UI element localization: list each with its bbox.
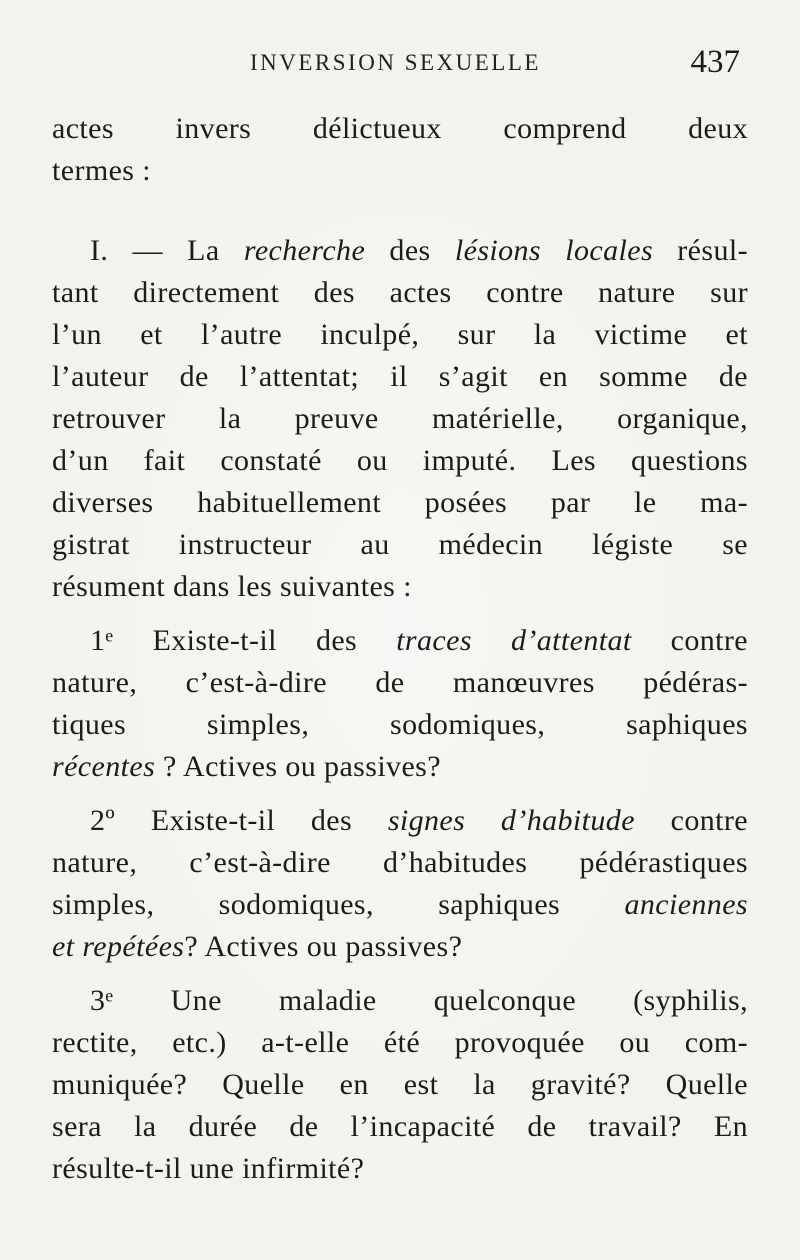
italic-run: anciennes xyxy=(624,888,748,921)
text-line xyxy=(52,620,748,662)
body-text xyxy=(52,108,748,1190)
text-line: retrouver la preuve matérielle, organique, xyxy=(52,402,748,435)
text-line xyxy=(52,884,748,926)
italic-run: récentes xyxy=(52,750,156,783)
text-line: tiques simples, sodomiques, saphiques xyxy=(52,708,748,741)
text-line: résulte-t-il une infirmité? xyxy=(52,1152,365,1185)
text-line xyxy=(52,926,748,968)
text-line: termes : xyxy=(52,154,152,187)
text-run: I. — La xyxy=(90,234,244,267)
italic-run: recherche xyxy=(243,234,366,267)
italic-run: et repétées xyxy=(52,930,185,963)
text-line: nature, c’est-à-dire de manœuvres pédéras- xyxy=(52,666,748,699)
text-run: simples, sodomiques, saphiques xyxy=(52,888,625,921)
text-line: l’auteur de l’attentat; il s’agit en somme de xyxy=(52,360,748,393)
text-run: contre xyxy=(634,804,748,837)
text-line: gistrat instructeur au médecin légiste se xyxy=(52,528,748,561)
italic-run: signes d’habitude xyxy=(387,804,635,837)
paragraph-question-two xyxy=(52,800,748,968)
text-line: rectite, etc.) a-t-elle été provoquée ou com- xyxy=(52,1026,748,1059)
paragraph-intro xyxy=(52,108,748,192)
text-line: d’un fait constaté ou imputé. Les questions xyxy=(52,444,748,477)
paragraph-question-one xyxy=(52,620,748,788)
text-line: résument dans les suivantes : xyxy=(52,570,412,603)
italic-run: traces d’attentat xyxy=(396,624,632,657)
text-line: diverses habituellement posées par le ma- xyxy=(52,486,748,519)
text-line xyxy=(52,800,748,842)
paragraph-question-three xyxy=(52,980,748,1190)
text-line: 3ᵉ Une maladie quelconque (syphilis, xyxy=(90,984,748,1017)
paragraph-section-one xyxy=(52,230,748,608)
text-line: muniquée? Quelle en est la gravité? Quelle xyxy=(52,1068,748,1101)
text-run: résul- xyxy=(653,234,748,267)
text-run: ? Actives ou passives? xyxy=(155,750,441,783)
text-line: tant directement des actes contre nature sur xyxy=(52,276,748,309)
text-run: 2º Existe-t-il des xyxy=(90,804,388,837)
running-head: INVERSION SEXUELLE xyxy=(250,50,541,75)
text-line xyxy=(52,230,748,272)
text-line: actes invers délictueux comprend deux xyxy=(52,112,748,145)
italic-run: lésions locales xyxy=(454,234,654,267)
text-line xyxy=(52,746,748,788)
text-line: l’un et l’autre inculpé, sur la victime et xyxy=(52,318,748,351)
text-run: 1ᵉ Existe-t-il des xyxy=(90,624,397,657)
page-number: 437 xyxy=(690,44,740,80)
text-run: contre xyxy=(631,624,748,657)
text-line: sera la durée de l’incapacité de travail? En xyxy=(52,1110,748,1143)
page-header xyxy=(0,44,800,84)
text-run: ? Actives ou passives? xyxy=(184,930,463,963)
text-run: des xyxy=(365,234,455,267)
text-line: nature, c’est-à-dire d’habitudes pédérastiques xyxy=(52,846,748,879)
